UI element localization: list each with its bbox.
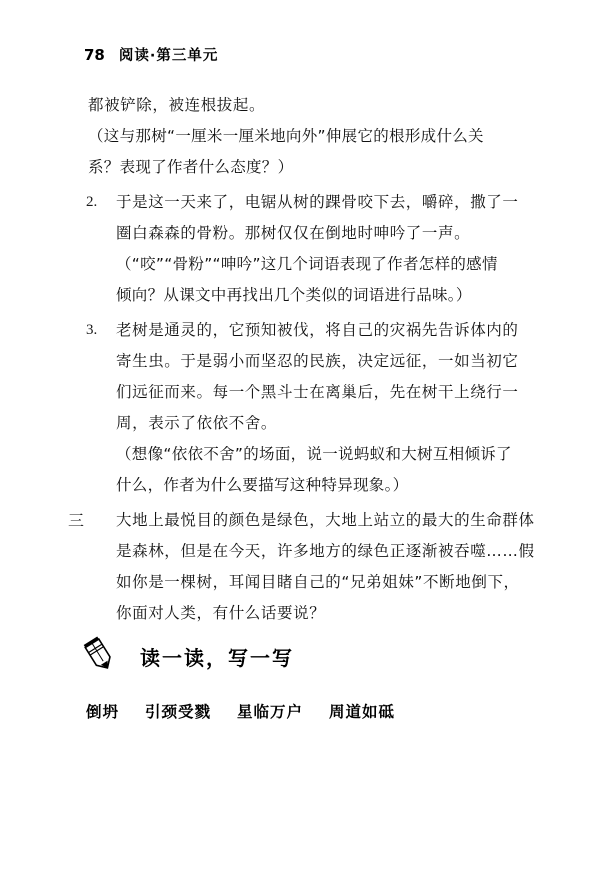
list-line: 于是这一天来了，电锯从树的踝骨咬下去，嚼碎，撒了一 bbox=[116, 193, 519, 211]
section-line: 如你是一棵树，耳闻目睹自己的“兄弟姐妹”不断地倒下， bbox=[116, 573, 520, 591]
list-marker: 2. bbox=[86, 194, 98, 210]
list-item bbox=[60, 315, 550, 501]
list-line: 老树是通灵的，它预知被伐，将自己的灾祸先告诉体内的 bbox=[116, 321, 519, 339]
list-line: 圈白森森的骨粉。那树仅仅在倒地时呻吟了一声。 bbox=[116, 224, 471, 242]
read-write-heading bbox=[78, 636, 294, 676]
list-line: 寄生虫。于是弱小而坚忍的民族，决定远征，一如当初它 bbox=[116, 352, 519, 370]
page-number: 78 bbox=[84, 46, 105, 64]
vocabulary-word: 周道如砥 bbox=[329, 703, 396, 721]
list-question-line: （“咬”“骨粉”“呻吟”这几个词语表现了作者怎样的感情 bbox=[116, 255, 498, 273]
body-line: 都被铲除，被连根拔起。 bbox=[88, 96, 266, 114]
section-line: 大地上最悦目的颜色是绿色，大地上站立的最大的生命群体 bbox=[116, 511, 535, 529]
page-body bbox=[60, 90, 550, 629]
list-question-line: 什么，作者为什么要描写这种特异现象。） bbox=[116, 476, 409, 494]
pencil-icon bbox=[78, 636, 122, 676]
section-line: 是森林，但是在今天，许多地方的绿色正逐渐被吞噬……假 bbox=[116, 542, 535, 560]
list-line: 们远征而来。每一个黑斗士在离巢后，先在树干上绕行一 bbox=[116, 383, 519, 401]
header-title: 阅读·第三单元 bbox=[118, 48, 219, 64]
list-line: 周，表示了依依不舍。 bbox=[116, 414, 278, 432]
vocabulary-list bbox=[86, 700, 395, 722]
list-item bbox=[60, 187, 550, 311]
list-question-line: 倾向？从课文中再找出几个类似的词语进行品味。） bbox=[116, 286, 472, 304]
vocabulary-word: 倒坍 bbox=[86, 703, 120, 721]
section-line: 你面对人类，有什么话要说？ bbox=[116, 604, 326, 622]
section-marker: 三 bbox=[68, 511, 86, 530]
list-marker: 3. bbox=[86, 322, 98, 338]
page-header bbox=[84, 44, 218, 65]
body-line: （这与那树“一厘米一厘米地向外”伸展它的根形成什么关 bbox=[88, 127, 484, 145]
vocabulary-word: 引颈受戮 bbox=[145, 703, 212, 721]
section-item bbox=[60, 505, 550, 629]
read-write-title: 读一读，写一写 bbox=[140, 645, 294, 670]
list-question-line: （想像“依依不舍”的场面，说一说蚂蚁和大树互相倾诉了 bbox=[116, 445, 512, 463]
vocabulary-word: 星临万户 bbox=[237, 703, 304, 721]
body-line: 系？表现了作者什么态度？） bbox=[88, 158, 294, 176]
